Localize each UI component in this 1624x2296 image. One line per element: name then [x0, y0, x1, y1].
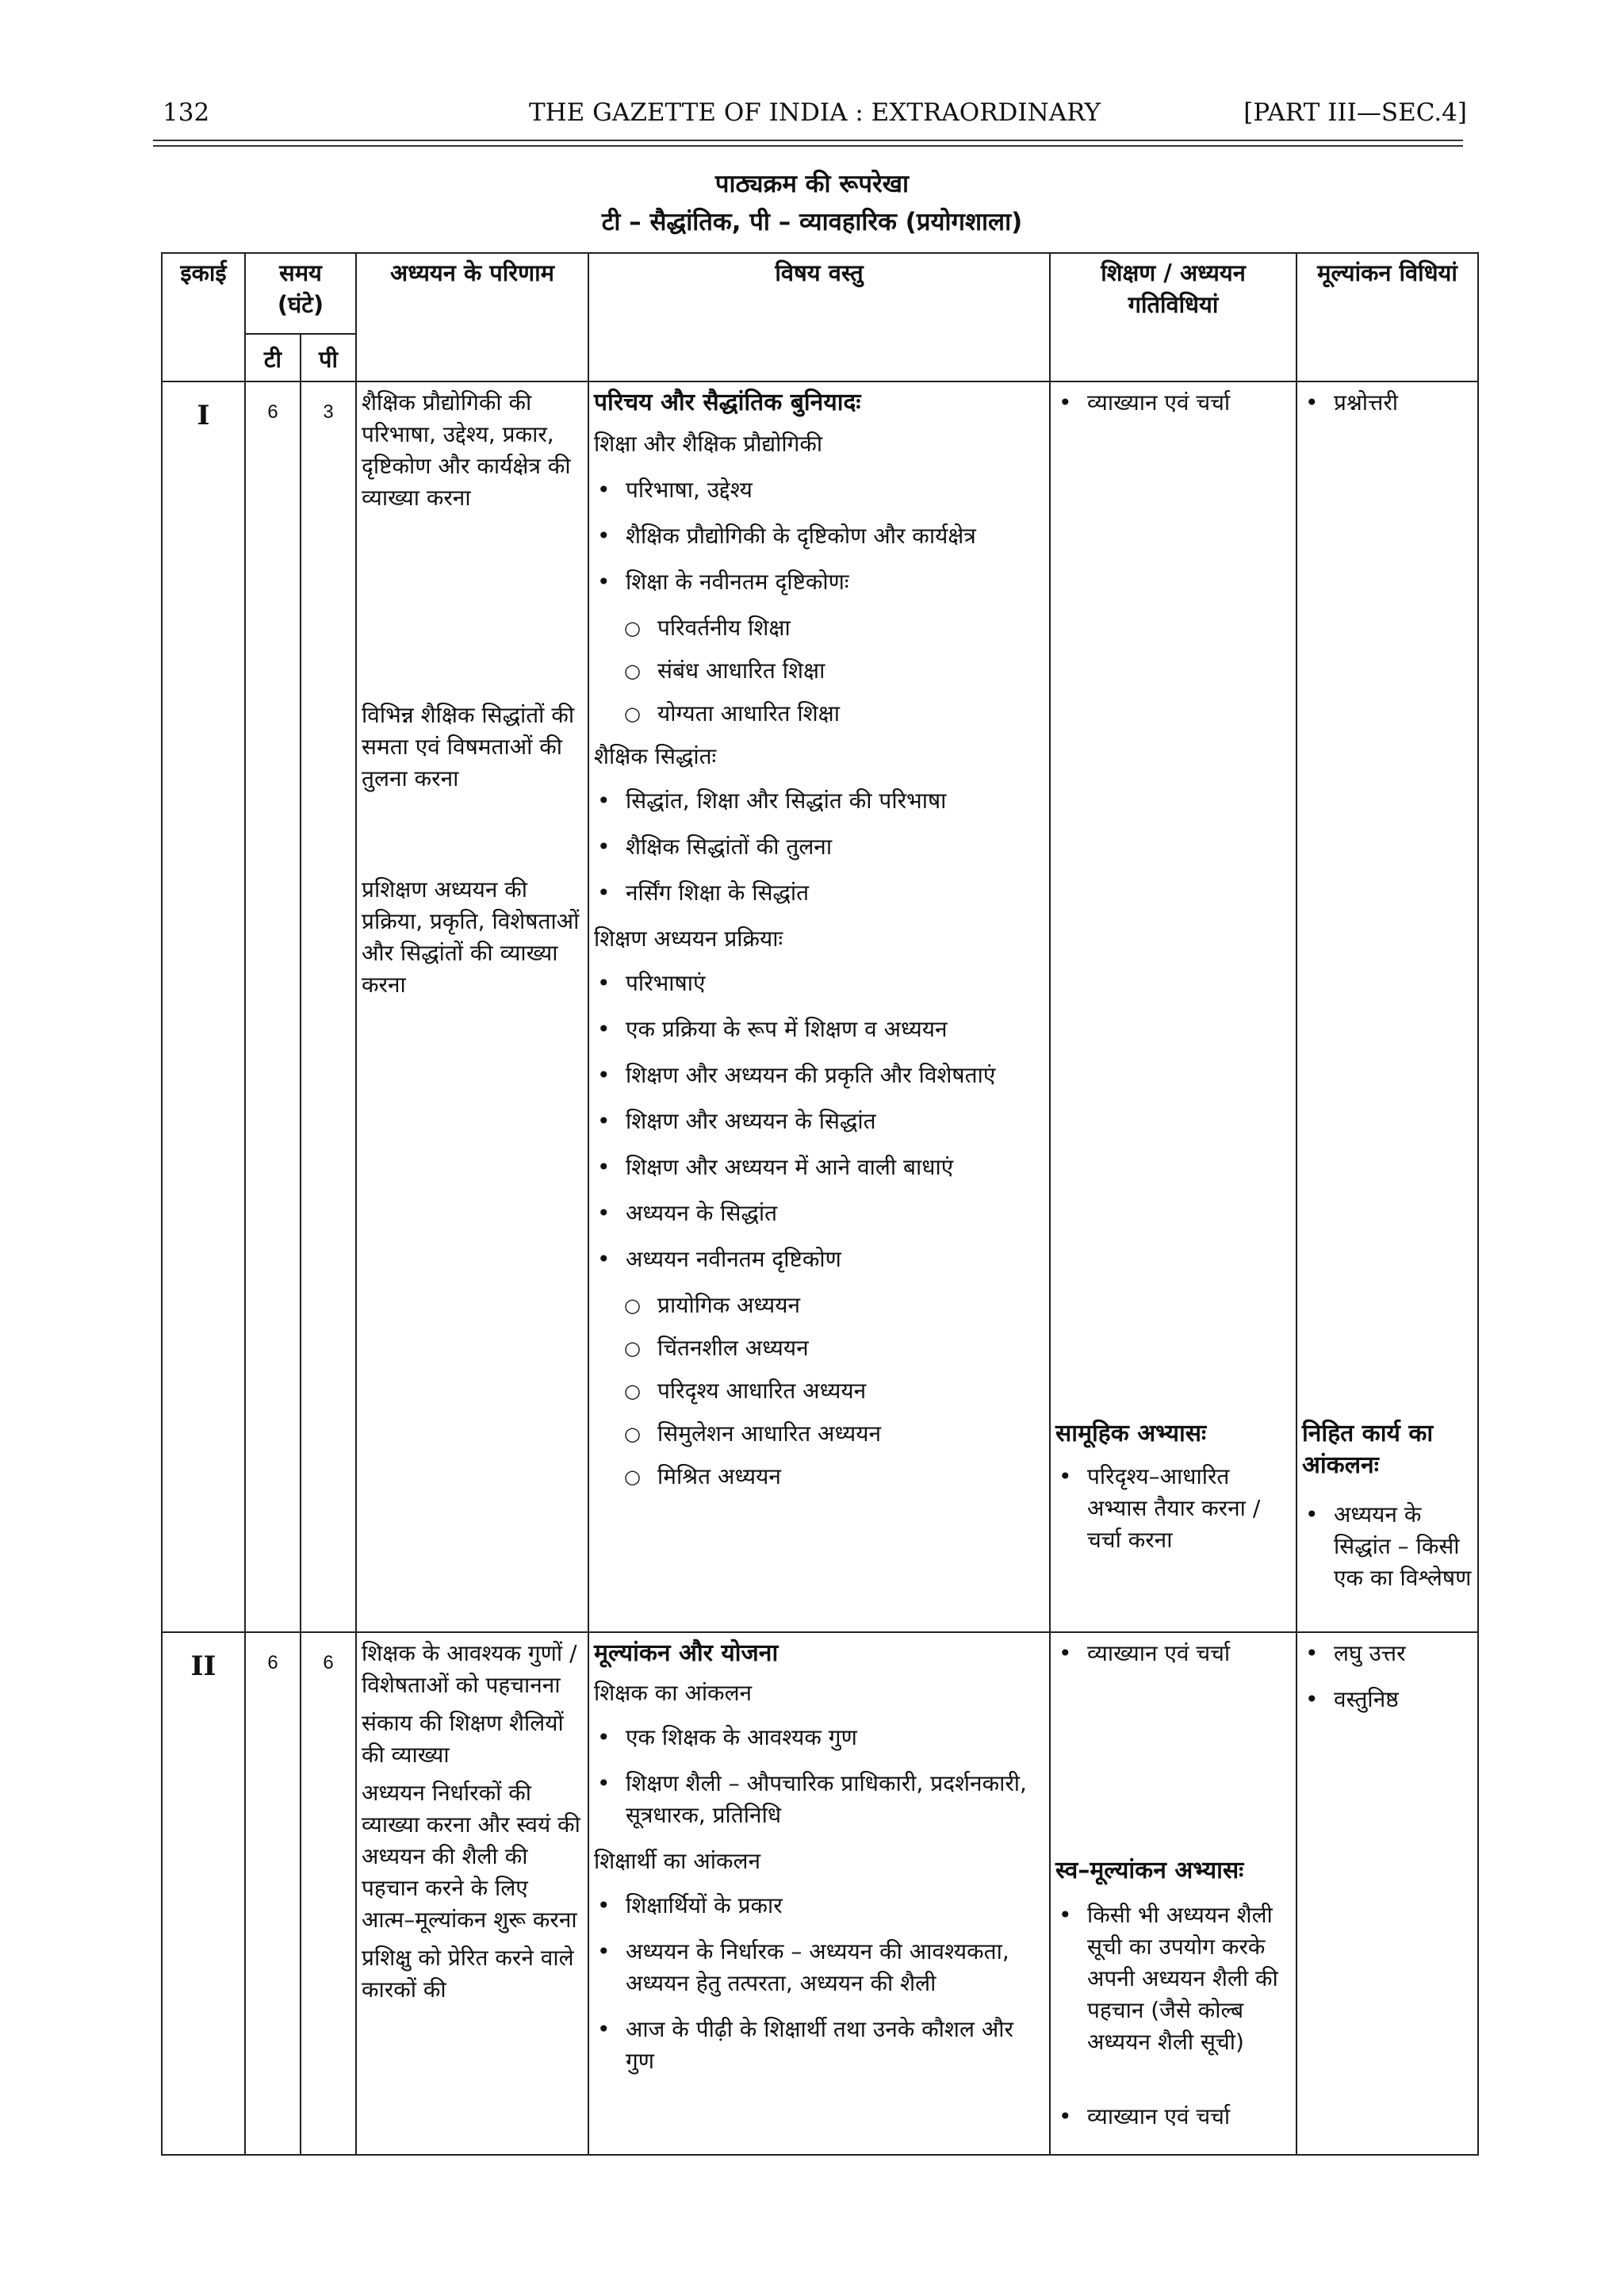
list-item: • अध्ययन के सिद्धांत: [589, 1198, 1049, 1229]
col-header-t: टी: [245, 334, 301, 381]
header-rule: [153, 140, 1463, 141]
col-header-unit: इकाई: [162, 253, 245, 381]
sub-list-item: ○ चिंतनशील अध्ययन: [589, 1332, 1049, 1364]
content-subheading: शैक्षिक सिद्धांतः: [594, 743, 717, 769]
outcome-text: शिक्षक के आवश्यक गुणों / विशेषताओं को पहचानना: [362, 1640, 577, 1698]
list-item: • सिद्धांत, शिक्षा और सिद्धांत की परिभाषा: [589, 785, 1049, 817]
activity-heading: स्व–मूल्यांकन अभ्यासः: [1055, 1857, 1244, 1884]
list-item: • परिभाषा, उद्देश्य: [589, 474, 1049, 506]
list-item: • अध्ययन नवीनतम दृष्टिकोण: [589, 1244, 1049, 1275]
content-cell: [588, 381, 1050, 1632]
unit-number: II: [162, 1632, 245, 2155]
list-item: • नर्सिंग शिक्षा के सिद्धांत: [589, 877, 1049, 909]
list-item: • व्याख्यान एवं चर्चा: [1051, 387, 1296, 419]
col-header-p: पी: [301, 334, 356, 381]
content-cell: [588, 1632, 1050, 2155]
gazette-header: [163, 98, 1467, 133]
evaluation-cell: [1297, 1632, 1478, 2155]
activities-cell: [1050, 381, 1297, 1632]
list-item: • अध्ययन के निर्धारक – अध्ययन की आवश्यकता, अध्ययन हेतु तत्परता, अध्ययन की शैली: [589, 1936, 1049, 1999]
list-item: • शैक्षिक प्रौद्योगिकी के दृष्टिकोण और कार्यक्षेत्र: [589, 520, 1049, 552]
content-subheading: शिक्षण अध्ययन प्रक्रियाः: [594, 926, 783, 952]
list-item: • एक प्रक्रिया के रूप में शिक्षण व अध्ययन: [589, 1014, 1049, 1045]
list-item: • वस्तुनिष्ठ: [1297, 1684, 1477, 1715]
header-row: [162, 253, 1478, 334]
sub-list-item: ○ संबंध आधारित शिक्षा: [589, 655, 1049, 687]
activity-heading: सामूहिक अभ्यासः: [1055, 1420, 1207, 1447]
list-item: • प्रश्नोत्तरी: [1297, 387, 1477, 419]
outcome-text: प्रशिक्षु को प्रेरित करने वाले कारकों की: [362, 1945, 574, 2003]
list-item: • शिक्षण और अध्ययन के सिद्धांत: [589, 1106, 1049, 1137]
list-item: • अध्ययन के सिद्धांत – किसी एक का विश्लेषण: [1297, 1499, 1477, 1594]
list-item: • परिभाषाएं: [589, 968, 1049, 999]
sub-list-item: ○ प्रायोगिक अध्ययन: [589, 1290, 1049, 1321]
activities-cell: [1050, 1632, 1297, 2155]
content-subheading: शिक्षार्थी का आंकलन: [594, 1848, 760, 1874]
gazette-title: THE GAZETTE OF INDIA : EXTRAORDINARY: [528, 98, 1101, 127]
table-row: [162, 1632, 1478, 2155]
outcome-text: शैक्षिक प्रौद्योगिकी की परिभाषा, उद्देश्य, प्रकार, दृष्टिकोण और कार्यक्षेत्र की व्याख्या करना: [362, 389, 571, 511]
list-item: • व्याख्यान एवं चर्चा: [1051, 2101, 1296, 2133]
table-row: [162, 381, 1478, 1632]
theory-hours: 6: [245, 1632, 301, 2155]
evaluation-heading: निहित कार्य का आंकलनः: [1302, 1420, 1434, 1479]
outcomes-cell: [356, 1632, 588, 2155]
unit-number: I: [162, 381, 245, 1632]
outcomes-cell: [356, 381, 588, 1632]
page-subtitle: टी – सैद्धांतिक, पी – व्यावहारिक (प्रयोगशाला): [601, 208, 1023, 236]
list-item: • व्याख्यान एवं चर्चा: [1051, 1638, 1296, 1669]
outcome-text: संकाय की शिक्षण शैलियों की व्याख्या: [362, 1710, 564, 1768]
header-rule-double: [153, 145, 1463, 147]
part-section: [PART III—SEC.4]: [1243, 98, 1467, 127]
evaluation-cell: [1297, 381, 1478, 1632]
outcome-text: विभिन्न शैक्षिक सिद्धांतों की समता एवं विषमताओं की तुलना करना: [362, 702, 575, 792]
content-subheading: शिक्षक का आंकलन: [594, 1680, 753, 1706]
list-item: • शिक्षण और अध्ययन में आने वाली बाधाएं: [589, 1152, 1049, 1183]
col-header-content: विषय वस्तु: [588, 253, 1050, 381]
col-header-evaluation: मूल्यांकन विधियां: [1297, 253, 1478, 381]
list-item: • परिदृश्य–आधारित अभ्यास तैयार करना / चर्चा करना: [1051, 1461, 1296, 1556]
page-number: 132: [163, 98, 210, 127]
col-header-activities: शिक्षण / अध्ययन गतिविधियां: [1050, 253, 1297, 381]
list-item: • शैक्षिक सिद्धांतों की तुलना: [589, 831, 1049, 863]
sub-list-item: ○ परिवर्तनीय शिक्षा: [589, 612, 1049, 644]
sub-list-item: ○ योग्यता आधारित शिक्षा: [589, 698, 1049, 730]
outcome-text: प्रशिक्षण अध्ययन की प्रक्रिया, प्रकृति, विशेषताओं और सिद्धांतों की व्याख्या करना: [362, 876, 580, 998]
list-item: • आज के पीढ़ी के शिक्षार्थी तथा उनके कौशल और गुण: [589, 2014, 1049, 2077]
col-header-outcomes: अध्ययन के परिणाम: [356, 253, 588, 381]
list-item: • शिक्षार्थियों के प्रकार: [589, 1890, 1049, 1922]
list-item: • किसी भी अध्ययन शैली सूची का उपयोग करके अपनी अध्ययन शैली की पहचान (जैसे कोल्ब अध्ययन शैली सूची): [1051, 1899, 1296, 2058]
practical-hours: 6: [301, 1632, 356, 2155]
list-item: • एक शिक्षक के आवश्यक गुण: [589, 1722, 1049, 1754]
syllabus-table: [161, 252, 1479, 2156]
content-subheading: शिक्षा और शैक्षिक प्रौद्योगिकी: [594, 431, 823, 457]
list-item: • लघु उत्तर: [1297, 1638, 1477, 1669]
sub-list-item: ○ सिमुलेशन आधारित अध्ययन: [589, 1418, 1049, 1450]
outcome-text: अध्ययन निर्धारकों की व्याख्या करना और स्वयं की अध्ययन की शैली की पहचान करने के लिए आत्म–मूल्यांकन शुरू करना: [362, 1780, 580, 1933]
sub-list-item: ○ मिश्रित अध्ययन: [589, 1461, 1049, 1493]
page-title: पाठ्यक्रम की रूपरेखा: [714, 170, 910, 198]
sub-list-item: ○ परिदृश्य आधारित अध्ययन: [589, 1375, 1049, 1407]
col-header-time: समय (घंटे): [245, 253, 356, 334]
practical-hours: 3: [301, 381, 356, 1632]
list-item: • शिक्षण और अध्ययन की प्रकृति और विशेषताएं: [589, 1060, 1049, 1091]
theory-hours: 6: [245, 381, 301, 1632]
list-item: • शिक्षा के नवीनतम दृष्टिकोणः: [589, 566, 1049, 598]
content-heading: परिचय और सैद्धांतिक बुनियादः: [594, 389, 861, 416]
list-item: • शिक्षण शैली – औपचारिक प्राधिकारी, प्रदर्शनकारी, सूत्रधारक, प्रतिनिधि: [589, 1768, 1049, 1831]
content-heading: मूल्यांकन और योजना: [594, 1639, 779, 1667]
